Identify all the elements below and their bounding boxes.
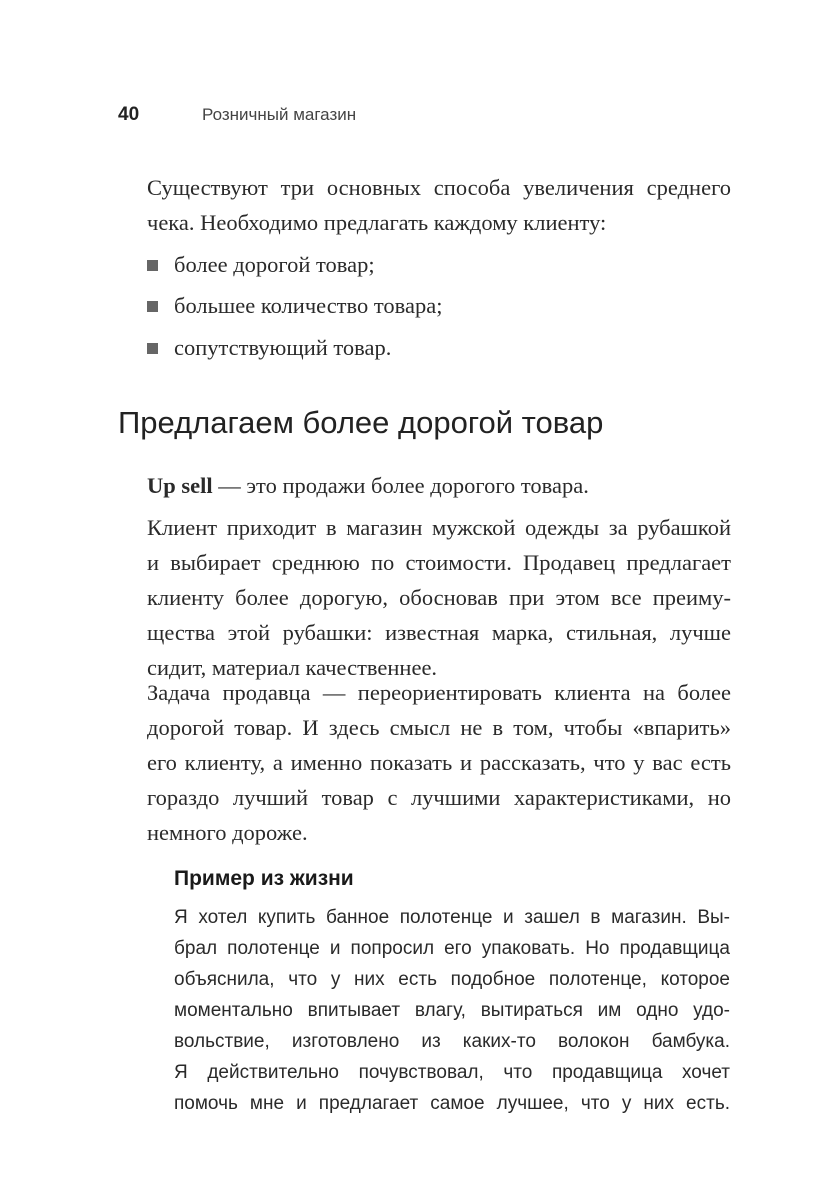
text-line: помочь мне и предлагает самое лучшее, что у них есть. [174, 1093, 730, 1114]
square-bullet-icon [147, 301, 158, 312]
definition [147, 468, 731, 503]
example-heading: Пример из жизни [174, 867, 354, 890]
text-line: моментально впитывает влагу, вытираться им одно удо- [174, 1000, 730, 1021]
text-line: Задача продавца — переориентировать клиента на более [147, 680, 731, 705]
text-line: чека. Необходимо предлагать каждому клиенту: [147, 210, 607, 235]
text-line: дорогой товар. И здесь смысл не в том, чтобы «впарить» [147, 715, 731, 740]
text-line: щества этой рубашки: известная марка, стильная, лучше [147, 620, 731, 645]
text-line: Я действительно почувствовал, что продавщица хочет [174, 1062, 730, 1083]
text-line: объяснила, что у них есть подобное полотенце, которое [174, 969, 730, 990]
text-line: Существуют три основных способа увеличения среднего [147, 175, 731, 200]
page-number: 40 [118, 104, 140, 125]
text-line: вольствие, изготовлено из каких-то волокон бамбука. [174, 1031, 730, 1052]
text-line: сидит, материал качественнее. [147, 655, 438, 680]
list-item-text: сопутствующий товар. [174, 335, 392, 360]
definition-term: Up sell [147, 473, 213, 498]
text-line: клиенту более дорогую, обосновав при этом все преиму- [147, 585, 731, 610]
list-item-text: большее количество товара; [174, 293, 443, 318]
list-item [147, 247, 375, 282]
square-bullet-icon [147, 260, 158, 271]
running-title: Розничный магазин [202, 105, 357, 124]
text-line: Клиент приходит в магазин мужской одежды за рубашкой [147, 515, 731, 540]
list-item [147, 330, 391, 365]
square-bullet-icon [147, 343, 158, 354]
definition-text: — это продажи более дорогого товара. [212, 473, 589, 498]
list-item-text: более дорогой товар; [174, 252, 375, 277]
text-line: гораздо лучший товар с лучшими характеристиками, но [147, 785, 731, 810]
text-line: немного дороже. [147, 820, 308, 845]
section-heading: Предлагаем более дорогой товар [118, 405, 604, 440]
text-line: Я хотел купить банное полотенце и зашел в магазин. Вы- [174, 907, 730, 928]
list-item [147, 288, 442, 323]
text-line: и выбирает среднюю по стоимости. Продавец предлагает [147, 550, 731, 575]
text-line: его клиенту, а именно показать и рассказать, что у вас есть [147, 750, 731, 775]
text-line: брал полотенце и попросил его упаковать. Но продавщица [174, 938, 730, 959]
